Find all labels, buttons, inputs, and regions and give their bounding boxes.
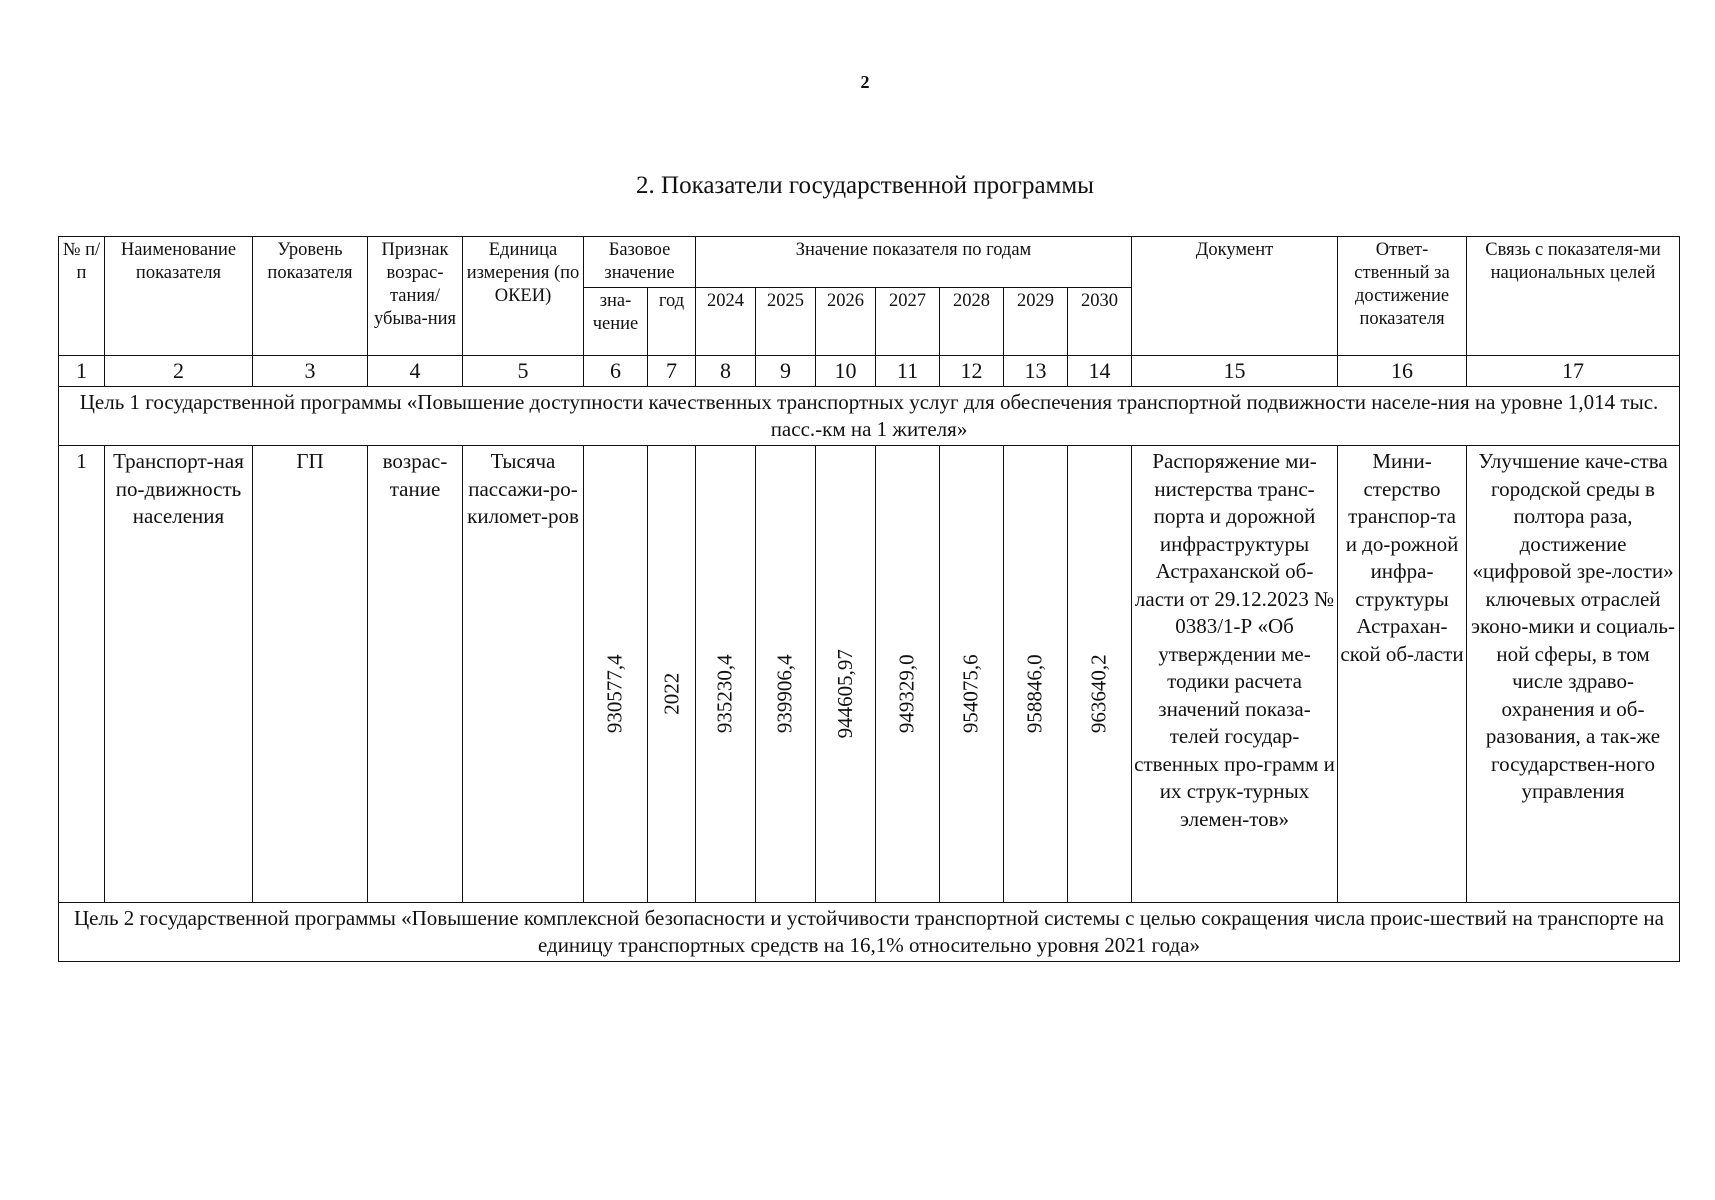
page-title: 2. Показатели государственной программы — [636, 172, 1094, 199]
row-name: Транспорт-ная по-движность населения — [105, 446, 253, 903]
header-year-2027: 2027 — [876, 288, 940, 356]
column-number: 9 — [756, 356, 816, 387]
page-number: 2 — [860, 72, 870, 92]
header-year-2024: 2024 — [696, 288, 756, 356]
column-number: 6 — [584, 356, 648, 387]
header-year-2025: 2025 — [756, 288, 816, 356]
header-row-1 — [59, 237, 1680, 288]
row-base-year-cell — [648, 446, 696, 903]
row-num: 1 — [59, 446, 105, 903]
column-number: 17 — [1467, 356, 1680, 387]
row-value-2025-cell — [756, 446, 816, 903]
column-number: 5 — [463, 356, 584, 387]
goal-2-row — [59, 903, 1680, 962]
header-responsible: Ответ-ственный за достижение показателя — [1338, 237, 1467, 356]
header-base-value: зна-чение — [584, 288, 648, 356]
goal-1-row — [59, 387, 1680, 446]
header-base: Базовое значение — [584, 237, 696, 288]
row-value-2024: 935230,4 — [712, 654, 737, 734]
goal-1-text: Цель 1 государственной программы «Повышение доступности качественных транспортных услуг для обеспечения транспортной подвижности населе-ния на уровне 1,014 тыс. пасс.-км на 1 жителя» — [59, 387, 1680, 446]
row-base-value-cell — [584, 446, 648, 903]
row-value-2025: 939906,4 — [772, 654, 797, 734]
column-number: 4 — [368, 356, 463, 387]
header-name: Наименование показателя — [105, 237, 253, 356]
row-value-2026: 944605,97 — [832, 649, 857, 739]
row-document: Распоряжение ми-нистерства транс-порта и дорожной инфраструктуры Астраханской об-ласти от 29.12.2023 № 0383/1-Р «Об утверждении ме-тодики расчета значений показа-телей государ-ственных про-грамм и их струк-турных элемен-тов» — [1132, 446, 1338, 903]
header-link: Связь с показателя-ми национальных целей — [1467, 237, 1680, 356]
row-level: ГП — [253, 446, 368, 903]
row-value-2029-cell — [1004, 446, 1068, 903]
table-row — [59, 446, 1680, 903]
column-number: 14 — [1068, 356, 1132, 387]
row-value-2024-cell — [696, 446, 756, 903]
row-value-2026-cell — [816, 446, 876, 903]
column-number: 1 — [59, 356, 105, 387]
row-base-year: 2022 — [658, 673, 683, 715]
header-year-2028: 2028 — [940, 288, 1004, 356]
column-number: 13 — [1004, 356, 1068, 387]
header-unit: Единица измерения (по ОКЕИ) — [463, 237, 584, 356]
header-sign: Признак возрас-тания/ убыва-ния — [368, 237, 463, 356]
row-responsible: Мини-стерство транспор-та и до-рожной инфра-структуры Астрахан-ской об-ласти — [1338, 446, 1467, 903]
column-number: 8 — [696, 356, 756, 387]
header-year-2029: 2029 — [1004, 288, 1068, 356]
column-number: 15 — [1132, 356, 1338, 387]
header-level: Уровень показателя — [253, 237, 368, 356]
row-value-2030: 963640,2 — [1086, 654, 1111, 734]
column-number: 10 — [816, 356, 876, 387]
goal-2-text: Цель 2 государственной программы «Повышение комплексной безопасности и устойчивости транспортной системы с целью сокращения числа проис-шествий на транспорте на единицу транспортных средств на 16,1% относительно уровня 2021 года» — [59, 903, 1680, 962]
row-value-2030-cell — [1068, 446, 1132, 903]
column-number: 3 — [253, 356, 368, 387]
header-values-by-year: Значение показателя по годам — [696, 237, 1132, 288]
header-year-2030: 2030 — [1068, 288, 1132, 356]
row-value-2028: 954075,6 — [958, 654, 983, 734]
row-base-value: 930577,4 — [602, 654, 627, 734]
column-number: 11 — [876, 356, 940, 387]
column-number: 16 — [1338, 356, 1467, 387]
row-unit: Тысяча пассажи-ро-километ-ров — [463, 446, 584, 903]
row-value-2029: 958846,0 — [1022, 654, 1047, 734]
header-base-year: год — [648, 288, 696, 356]
column-number: 12 — [940, 356, 1004, 387]
header-document: Документ — [1132, 237, 1338, 356]
row-value-2027-cell — [876, 446, 940, 903]
header-num: № п/п — [59, 237, 105, 356]
header-year-2026: 2026 — [816, 288, 876, 356]
row-link: Улучшение каче-ства городской среды в полтора раза, достижение «цифровой зре-лости» ключевых отраслей эконо-мики и социаль-ной сферы, в том числе здраво-охранения и об-разования, а так-же государствен-ного управления — [1467, 446, 1680, 903]
row-value-2027: 949329,0 — [894, 654, 919, 734]
row-sign: возрас-тание — [368, 446, 463, 903]
column-number: 2 — [105, 356, 253, 387]
row-value-2028-cell — [940, 446, 1004, 903]
column-number: 7 — [648, 356, 696, 387]
indicators-table — [58, 236, 1680, 962]
column-number-row — [59, 356, 1680, 387]
